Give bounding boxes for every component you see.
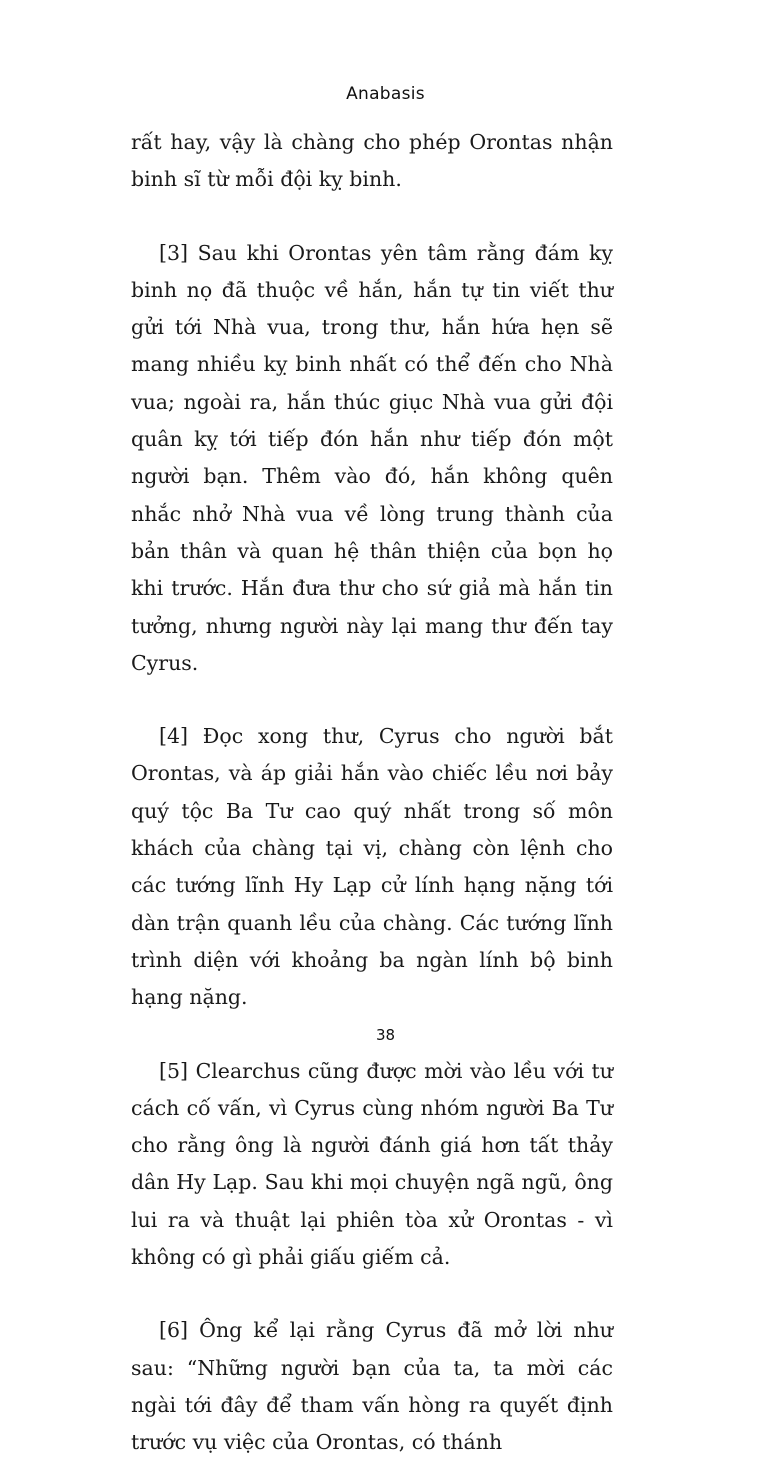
page-number: 38 [375, 1026, 396, 1044]
paragraph-5: [5] Clearchus cũng được mời vào lều với tư cách cố vấn, vì Cyrus cùng nhóm người Ba Tư cho rằng ông là người đánh giá hơn tất thảy dân Hy Lạp. Sau khi mọi chuyện ngã ngũ, ông lui ra và thuật lại phiên tòa xử Orontas - vì không có gì phải giấu giếm cả. [131, 1058, 613, 1270]
paragraph-continuation: rất hay, vậy là chàng cho phép Orontas nhận binh sĩ từ mỗi đội kỵ binh. [131, 130, 613, 192]
page-body [131, 124, 613, 1462]
paragraph-6: [6] Ông kể lại rằng Cyrus đã mở lời như sau: “Những người bạn của ta, ta mời các ngài tới đây để tham vấn hòng ra quyết định trước vụ việc của Orontas, có thánh [131, 1318, 613, 1455]
paragraph-3: [3] Sau khi Orontas yên tâm rằng đám kỵ binh nọ đã thuộc về hắn, hắn tự tin viết thư gửi tới Nhà vua, trong thư, hắn hứa hẹn sẽ mang nhiều kỵ binh nhất có thể đến cho Nhà vua; ngoài ra, hắn thúc giục Nhà vua gửi đội quân kỵ tới tiếp đón hắn như tiếp đón một người bạn. Thêm vào đó, hắn không quên nhắc nhở Nhà vua về lòng trung thành của bản thân và quan hệ thân thiện của bọn họ khi trước. Hắn đưa thư cho sứ giả mà hắn tin tưởng, nhưng người này lại mang thư đến tay Cyrus. [131, 240, 613, 675]
running-header: Anabasis [346, 84, 425, 104]
paragraph-4: [4] Đọc xong thư, Cyrus cho người bắt Orontas, và áp giải hắn vào chiếc lều nơi bảy quý tộc Ba Tư cao quý nhất trong số môn khách của chàng tại vị, chàng còn lệnh cho các tướng lĩnh Hy Lạp cử lính hạng nặng tới dàn trận quanh lều của chàng. Các tướng lĩnh trình diện với khoảng ba ngàn lính bộ binh hạng nặng. [131, 724, 613, 1010]
